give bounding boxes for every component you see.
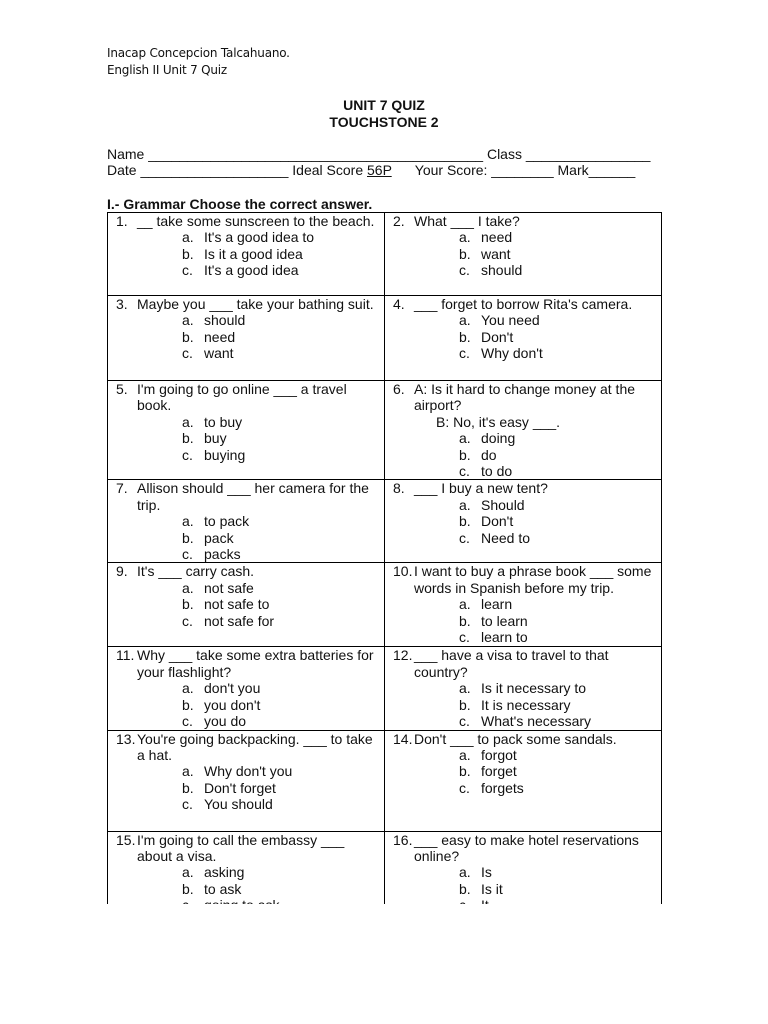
mark-label: Mark — [557, 162, 589, 178]
question-stem: I'm going to go online ___ a travel book. — [137, 381, 347, 414]
answer-option[interactable] — [385, 329, 661, 345]
question-cell — [108, 647, 385, 730]
option-text: want — [204, 345, 234, 362]
question-cell — [385, 647, 662, 730]
question-cell — [108, 563, 385, 647]
option-text: What's necessary — [481, 713, 592, 730]
option-text: pack — [204, 529, 234, 546]
option-text: need — [481, 229, 513, 246]
answer-options — [385, 229, 661, 278]
question-row — [108, 647, 662, 730]
question-16 — [385, 832, 661, 865]
option-text: to buy — [204, 413, 243, 430]
question-cell — [108, 296, 385, 381]
option-text: want — [481, 245, 511, 262]
option-letter: a. — [459, 596, 471, 613]
option-text: Is it a good idea — [204, 245, 303, 262]
option-letter: c. — [459, 779, 470, 796]
option-letter: c. — [182, 345, 193, 362]
question-stem: Allison should ___ her camera for the trip. — [137, 480, 369, 513]
option-letter: a. — [182, 413, 194, 430]
answer-option[interactable] — [385, 697, 661, 713]
ideal-score-value: 56P — [367, 162, 392, 178]
option-text: asking — [204, 864, 245, 881]
option-letter: a. — [459, 864, 471, 881]
question-stem: I'm going to call the embassy ___ about a visa. — [137, 831, 345, 864]
option-letter: c. — [182, 713, 193, 730]
option-letter: a. — [459, 229, 471, 246]
option-text: to pack — [204, 513, 250, 530]
answer-options — [108, 414, 384, 463]
question-2 — [385, 213, 661, 229]
quiz-title: UNIT 7 QUIZ — [343, 97, 425, 113]
answer-option[interactable] — [108, 680, 384, 696]
option-letter: a. — [182, 763, 194, 780]
answer-option[interactable] — [108, 345, 384, 361]
option-text: you do — [204, 713, 247, 730]
question-number: 7. — [116, 480, 128, 497]
option-text: Why don't you — [204, 763, 293, 780]
course-name: English II Unit 7 Quiz — [107, 63, 228, 77]
question-stem: I want to buy a phrase book ___ some words in Spanish before my trip. — [414, 563, 652, 596]
option-letter: c. — [459, 262, 470, 279]
section-title: I.- Grammar Choose the correct answer. — [107, 196, 373, 212]
option-text: not safe to — [204, 596, 270, 613]
answer-options — [385, 596, 661, 645]
option-letter: b. — [459, 763, 471, 780]
answer-option[interactable] — [385, 447, 661, 463]
question-number: 10. — [393, 563, 413, 580]
answer-option[interactable] — [108, 246, 384, 262]
answer-option[interactable] — [108, 596, 384, 612]
answer-options — [385, 430, 661, 479]
answer-option[interactable] — [385, 262, 661, 278]
answer-option[interactable] — [385, 881, 661, 897]
option-text: not safe — [204, 579, 254, 596]
answer-option[interactable] — [385, 463, 661, 479]
option-letter: b. — [459, 446, 471, 463]
question-number: 12. — [393, 647, 413, 664]
name-blank[interactable]: ___________________________________________ — [144, 146, 487, 162]
option-text: Why don't — [481, 345, 543, 362]
question-number: 1. — [116, 213, 128, 229]
option-letter: c. — [459, 345, 470, 362]
option-letter: c. — [459, 529, 470, 546]
answer-option[interactable] — [385, 780, 661, 796]
question-stem: You're going backpacking. ___ to take a hat. — [137, 730, 373, 763]
answer-options — [108, 680, 384, 729]
option-text: do — [481, 446, 497, 463]
option-letter: b. — [182, 529, 194, 546]
option-letter: c. — [182, 446, 193, 463]
option-letter: b. — [459, 696, 471, 713]
question-stem: It's ___ carry cash. — [137, 563, 255, 580]
answer-option[interactable] — [108, 414, 384, 430]
option-letter: a. — [182, 680, 194, 697]
question-number: 14. — [393, 730, 413, 747]
question-1 — [108, 213, 384, 229]
option-letter: c. — [182, 796, 193, 813]
option-text: Need to — [481, 529, 531, 546]
option-text: It's a good idea — [204, 262, 299, 279]
option-text: don't you — [204, 680, 261, 697]
answer-option[interactable] — [385, 312, 661, 328]
question-6 — [385, 381, 661, 414]
option-text: Don't — [481, 513, 514, 530]
question-number: 6. — [393, 381, 405, 397]
question-cell — [385, 213, 662, 296]
option-letter: b. — [182, 880, 194, 897]
answer-options — [108, 513, 384, 562]
answer-option[interactable] — [385, 613, 661, 629]
question-stem: A: Is it hard to change money at the airport? — [414, 381, 636, 414]
option-text: buy — [204, 430, 227, 447]
date-label: Date — [107, 162, 137, 178]
option-text: You should — [204, 796, 273, 813]
answer-option[interactable] — [108, 864, 384, 880]
answer-option[interactable] — [385, 763, 661, 779]
option-letter: c. — [182, 262, 193, 279]
question-10 — [385, 563, 661, 596]
option-text: It's a good idea to — [204, 229, 315, 246]
answer-option[interactable] — [385, 713, 661, 729]
option-letter: b. — [182, 779, 194, 796]
option-letter: a. — [182, 864, 194, 881]
option-letter: c. — [182, 546, 193, 563]
option-text: to do — [481, 463, 513, 480]
question-3 — [108, 296, 384, 312]
question-cell — [385, 831, 662, 914]
question-row — [108, 563, 662, 647]
option-letter: a. — [459, 312, 471, 329]
answer-options — [108, 580, 384, 629]
quiz-subtitle: TOUCHSTONE 2 — [329, 114, 439, 130]
answer-option[interactable] — [108, 713, 384, 729]
answer-option[interactable] — [108, 697, 384, 713]
option-letter: c. — [459, 463, 470, 480]
answer-option[interactable] — [108, 229, 384, 245]
answer-option[interactable] — [385, 629, 661, 645]
question-stem: ___ forget to borrow Rita's camera. — [414, 296, 633, 312]
institution-name: Inacap Concepcion Talcahuano. — [107, 46, 290, 60]
question-cell — [385, 296, 662, 381]
ideal-score-label: Ideal Score — [292, 162, 364, 178]
question-number: 11. — [116, 647, 135, 664]
answer-option[interactable] — [108, 447, 384, 463]
question-stem: ___ easy to make hotel reservations online? — [414, 831, 639, 864]
option-letter: a. — [182, 312, 194, 329]
answer-option[interactable] — [385, 680, 661, 696]
answer-option[interactable] — [108, 530, 384, 546]
question-row — [108, 296, 662, 381]
answer-option[interactable] — [108, 613, 384, 629]
option-text: packs — [204, 546, 241, 563]
answer-option[interactable] — [385, 345, 661, 361]
option-letter: a. — [182, 513, 194, 530]
option-text: to learn — [481, 612, 528, 629]
question-number: 3. — [116, 296, 128, 312]
date-blank[interactable]: ___________________ — [136, 162, 293, 178]
answer-option[interactable] — [108, 513, 384, 529]
answer-option[interactable] — [385, 246, 661, 262]
question-cell — [108, 213, 385, 296]
option-text: Is — [481, 864, 492, 881]
option-text: forgets — [481, 779, 524, 796]
answer-option[interactable] — [108, 763, 384, 779]
answer-option[interactable] — [108, 312, 384, 328]
answer-option[interactable] — [385, 864, 661, 880]
question-row — [108, 381, 662, 480]
option-letter: b. — [182, 245, 194, 262]
question-number: 5. — [116, 381, 128, 397]
answer-option[interactable] — [108, 881, 384, 897]
answer-option[interactable] — [108, 796, 384, 812]
question-15 — [108, 832, 384, 865]
question-number: 4. — [393, 296, 405, 312]
question-number: 13. — [116, 730, 136, 747]
question-cell — [385, 381, 662, 480]
question-cell — [108, 480, 385, 563]
option-letter: b. — [459, 245, 471, 262]
answer-options — [385, 747, 661, 796]
option-letter: c. — [182, 612, 193, 629]
option-letter: c. — [459, 713, 470, 730]
name-class-line — [107, 146, 650, 162]
question-stem: What ___ I take? — [414, 213, 520, 229]
option-text: learn to — [481, 629, 528, 646]
question-stem: ___ have a visa to travel to that country? — [414, 647, 609, 680]
answer-option[interactable] — [108, 329, 384, 345]
option-text: should — [481, 262, 523, 279]
question-number: 9. — [116, 563, 128, 580]
option-letter: b. — [459, 513, 471, 530]
answer-option[interactable] — [385, 530, 661, 546]
question-14 — [385, 731, 661, 747]
page-cutoff — [0, 904, 768, 1024]
question-7 — [108, 480, 384, 513]
answer-option[interactable] — [385, 513, 661, 529]
answer-options — [108, 229, 384, 278]
question-stem: Maybe you ___ take your bathing suit. — [137, 296, 374, 312]
quiz-table — [107, 212, 662, 915]
question-stem: Don't ___ to pack some sandals. — [414, 730, 617, 747]
answer-option[interactable] — [108, 262, 384, 278]
question-cell — [385, 563, 662, 647]
answer-option[interactable] — [108, 546, 384, 562]
option-letter: b. — [459, 328, 471, 345]
question-row — [108, 213, 662, 296]
option-letter: c. — [459, 629, 470, 646]
option-letter: a. — [459, 430, 471, 447]
question-number: 8. — [393, 480, 405, 497]
option-letter: b. — [182, 328, 194, 345]
answer-options — [108, 312, 384, 361]
option-text: should — [204, 312, 246, 329]
question-12 — [385, 647, 661, 680]
option-text: you don't — [204, 696, 261, 713]
answer-options — [385, 497, 661, 546]
question-4 — [385, 296, 661, 312]
answer-options — [385, 680, 661, 729]
answer-option[interactable] — [385, 229, 661, 245]
question-stem: ___ I buy a new tent? — [414, 480, 548, 497]
option-letter: a. — [182, 229, 194, 246]
option-letter: b. — [182, 696, 194, 713]
answer-options — [108, 763, 384, 812]
option-letter: a. — [459, 746, 471, 763]
option-text: It is necessary — [481, 696, 571, 713]
question-sub-line: B: No, it's easy ___. — [436, 413, 561, 430]
class-blank[interactable]: ________________ — [521, 146, 651, 162]
question-cell — [108, 381, 385, 480]
question-stem: __ take some sunscreen to the beach. — [137, 213, 375, 229]
date-score-line — [107, 162, 635, 178]
question-11 — [108, 647, 384, 680]
option-text: Don't — [481, 328, 514, 345]
question-13 — [108, 731, 384, 764]
option-letter: b. — [459, 880, 471, 897]
question-stem: Why ___ take some extra batteries for your flashlight? — [137, 647, 374, 680]
option-text: to ask — [204, 880, 242, 897]
option-text: buying — [204, 446, 246, 463]
option-letter: a. — [182, 579, 194, 596]
option-text: need — [204, 328, 236, 345]
answer-option[interactable] — [108, 580, 384, 596]
option-text: Should — [481, 496, 525, 513]
question-number: 2. — [393, 213, 405, 229]
question-row — [108, 730, 662, 831]
question-cell — [108, 730, 385, 831]
answer-option[interactable] — [385, 497, 661, 513]
answer-option[interactable] — [385, 747, 661, 763]
option-text: Is it necessary to — [481, 680, 587, 697]
question-row — [108, 831, 662, 914]
your-score-blank[interactable]: ________ — [487, 162, 558, 178]
option-letter: a. — [459, 680, 471, 697]
mark-blank[interactable]: ______ — [588, 162, 636, 178]
question-number: 15. — [116, 831, 136, 848]
your-score-label: Your Score: — [414, 162, 488, 178]
option-text: forgot — [481, 746, 517, 763]
name-label: Name — [107, 146, 145, 162]
question-number: 16. — [393, 831, 413, 848]
answer-option[interactable] — [385, 430, 661, 446]
answer-option[interactable] — [108, 780, 384, 796]
option-text: forget — [481, 763, 517, 780]
answer-options — [385, 312, 661, 361]
option-letter: b. — [182, 430, 194, 447]
answer-option[interactable] — [385, 596, 661, 612]
option-text: doing — [481, 430, 516, 447]
option-text: not safe for — [204, 612, 275, 629]
class-label: Class — [486, 146, 522, 162]
option-text: You need — [481, 312, 540, 329]
question-5 — [108, 381, 384, 414]
option-text: Don't forget — [204, 779, 276, 796]
answer-option[interactable] — [108, 430, 384, 446]
question-cell — [385, 730, 662, 831]
option-text: learn — [481, 596, 513, 613]
question-cell — [385, 480, 662, 563]
option-letter: b. — [459, 612, 471, 629]
question-9 — [108, 563, 384, 579]
question-row — [108, 480, 662, 563]
option-letter: a. — [459, 496, 471, 513]
option-letter: b. — [182, 596, 194, 613]
question-cell — [108, 831, 385, 914]
option-text: Is it — [481, 880, 503, 897]
question-8 — [385, 480, 661, 496]
